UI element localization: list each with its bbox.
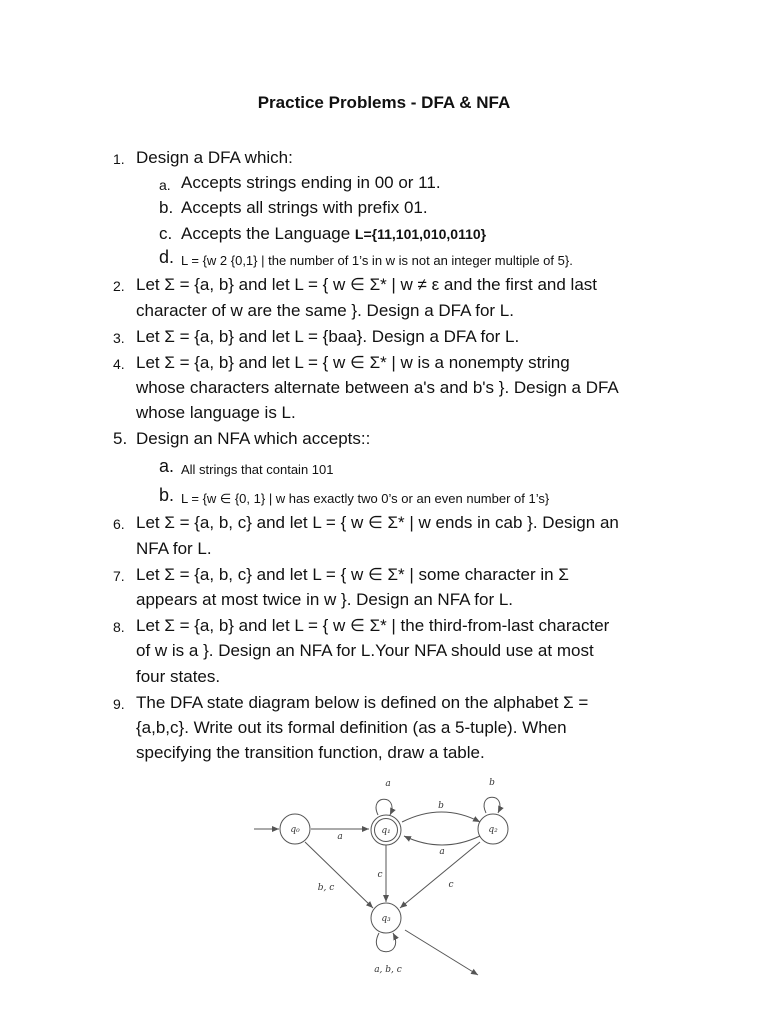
edge-label-q0-q3: b, c [317,883,335,893]
state-label-q3: q₃ [381,914,391,924]
subitem-label: d. [159,247,175,267]
problem-line-2: of w is a }. Design an NFA for L.Your NFA should use at most [136,641,594,660]
edge-label-q2-q1: a [439,847,445,857]
edge-q0-q3 [305,842,373,908]
state-label-q0: q₀ [290,825,300,835]
problem-line-2: {a,b,c}. Write out its formal definition (as a 5-tuple). When [136,718,567,737]
problem-number: 2. [113,278,125,294]
problem-text: Design a DFA which: [136,148,293,167]
subitem-text: All strings that contain 101 [181,462,334,477]
problem-line-1: Let Σ = {a, b, c} and let L = { w ∈ Σ* | some character in Σ [136,565,569,584]
state-q3 [371,903,401,933]
edge-label-q0-q1: a [337,832,343,842]
subitem-label: b. [159,198,174,217]
problem-line-1: The DFA state diagram below is defined on the alphabet Σ = [136,693,589,712]
state-label-q2: q₂ [488,825,498,835]
problem-number: 3. [113,330,125,346]
problem-line-2: appears at most twice in w }. Design an NFA for L. [136,590,514,609]
problem-line-2: NFA for L. [136,539,212,558]
problem-line-2: character of w are the same }. Design a DFA for L. [136,301,514,320]
problem-number: 9. [113,696,125,712]
edge-q2-loop [484,797,500,813]
problem-line-3: whose language is L. [136,403,296,422]
problem-number: 7. [113,568,125,584]
problem-line-1: Let Σ = {a, b} and let L = {baa}. Design a DFA for L. [136,327,520,346]
state-label-q1: q₁ [381,826,391,836]
subitem-label: a. [159,456,175,476]
subitem-text: L = {w 2 {0,1} | the number of 1’s in w is not an integer multiple of 5}. [181,253,573,268]
problem-number: 8. [113,619,125,635]
subitem-label: c. [159,224,173,243]
dfa-state-diagram [250,772,520,982]
edge-q1-loop [376,799,392,815]
subitem-text: Accepts the Language [181,224,355,243]
problem-number: 1. [113,151,125,167]
edge-label-q2-loop: b [489,778,495,788]
edge-label-q3-loop: a, b, c [374,965,402,975]
problem-number: 4. [113,356,125,372]
problem-number: 5. [113,429,128,448]
edge-label-q2-q3: c [448,880,454,890]
edge-q3-loop [376,933,395,952]
edge-label-q1-q3: c [377,870,383,880]
subitem-text: L = {w ∈ {0, 1} | w has exactly two 0’s or an even number of 1’s} [181,491,550,506]
problem-line-2: whose characters alternate between a's and b's }. Design a DFA [136,378,619,397]
problem-line-1: Let Σ = {a, b, c} and let L = { w ∈ Σ* | w ends in cab }. Design an [136,513,619,532]
problem-line-1: Let Σ = {a, b} and let L = { w ∈ Σ* | the third-from-last character [136,616,610,635]
edge-q2-q1 [404,836,480,845]
subitem-text: Accepts strings ending in 00 or 11. [181,173,441,192]
problem-number: 6. [113,516,125,532]
state-q2 [478,814,508,844]
subitem-text: Accepts all strings with prefix 01. [181,198,428,217]
subitem-label: b. [159,485,175,505]
language-set: L={11,101,010,0110} [354,226,487,242]
problem-text: Design an NFA which accepts:: [136,429,371,448]
problem-line-3: four states. [136,667,221,686]
problem-line-3: specifying the transition function, draw a table. [136,743,485,762]
state-q1-accepting [371,815,401,845]
state-q0 [280,814,310,844]
edge-q1-q2 [402,812,480,822]
page-title: Practice Problems - DFA & NFA [257,93,511,112]
subitem-label: a. [159,177,171,193]
problem-line-1: Let Σ = {a, b} and let L = { w ∈ Σ* | w ≠ ε and the first and last [136,275,598,294]
stray-arrow [405,930,478,975]
edge-label-q1-q2: b [438,801,444,811]
edge-label-q1-loop: a [385,779,391,789]
problem-line-1: Let Σ = {a, b} and let L = { w ∈ Σ* | w is a nonempty string [136,353,570,372]
